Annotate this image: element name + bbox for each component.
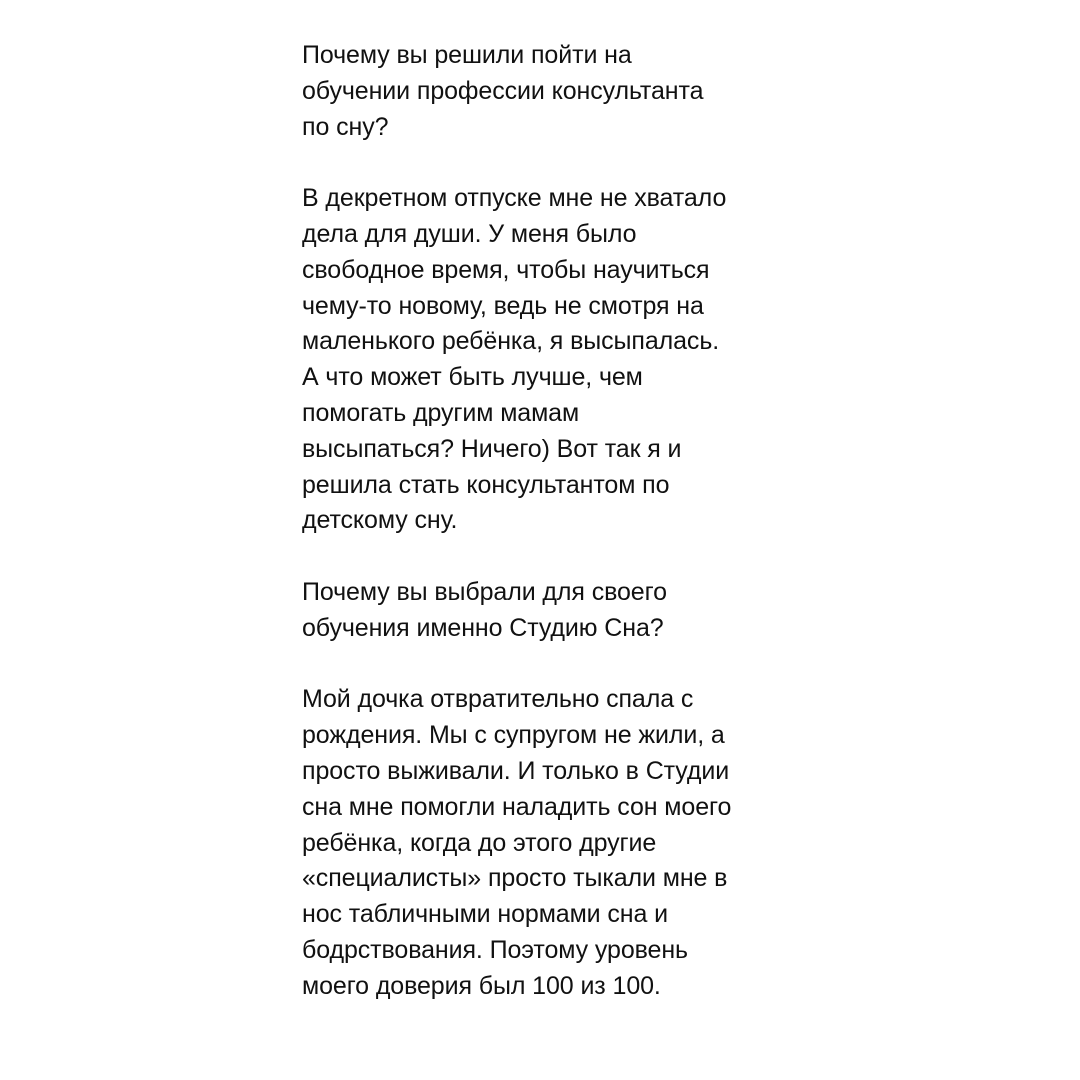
text-line: бодрствования. Поэтому уровень — [302, 935, 688, 964]
question-paragraph — [302, 575, 802, 647]
text-line: Почему вы выбрали для своего — [302, 577, 667, 606]
text-line: Мой дочка отвратительно спала с — [302, 685, 694, 714]
text-line: дела для души. У меня было — [302, 219, 637, 248]
text-line: ребёнка, когда до этого другие — [302, 828, 657, 857]
paragraph-spacer — [302, 539, 802, 575]
text-line: решила стать консультантом по — [302, 470, 670, 499]
text-line: рождения. Мы с супругом не жили, а — [302, 721, 725, 750]
text-line: просто выживали. И только в Студии — [302, 756, 730, 785]
answer-paragraph — [302, 181, 802, 539]
text-line: сна мне помогли наладить сон моего — [302, 792, 732, 821]
text-line: детскому сну. — [302, 506, 458, 535]
text-line: свободное время, чтобы научиться — [302, 255, 710, 284]
text-line: обучении профессии консультанта — [302, 76, 704, 105]
question-paragraph — [302, 38, 802, 145]
paragraph-spacer — [302, 145, 802, 181]
text-line: помогать другим мамам — [302, 398, 580, 427]
text-line: А что может быть лучше, чем — [302, 363, 643, 392]
text-line: маленького ребёнка, я высыпалась. — [302, 327, 720, 356]
text-line: моего доверия был 100 из 100. — [302, 971, 661, 1000]
text-line: «специалисты» просто тыкали мне в — [302, 864, 728, 893]
text-line: по сну? — [302, 112, 389, 141]
text-line: нос табличными нормами сна и — [302, 900, 668, 929]
text-line: чему-то новому, ведь не смотря на — [302, 291, 704, 320]
text-line: высыпаться? Ничего) Вот так я и — [302, 434, 682, 463]
answer-paragraph — [302, 682, 802, 1004]
text-line: Почему вы решили пойти на — [302, 41, 632, 69]
text-line: обучения именно Студию Сна? — [302, 613, 664, 642]
text-line: В декретном отпуске мне не хватало — [302, 184, 727, 213]
interview-text — [302, 38, 802, 1005]
paragraph-spacer — [302, 647, 802, 683]
